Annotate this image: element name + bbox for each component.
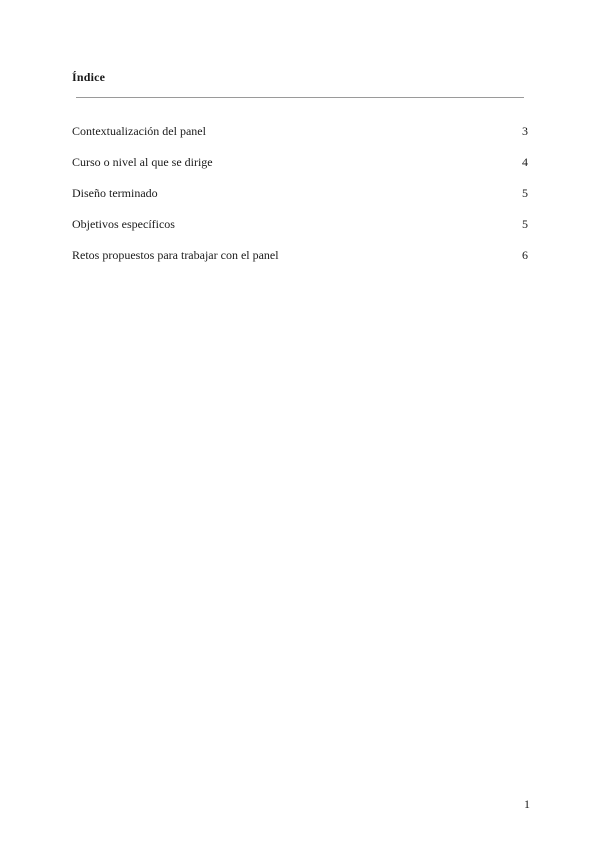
toc-list <box>72 124 528 279</box>
toc-title: Índice <box>72 70 106 84</box>
toc-entry-label[interactable]: Objetivos específicos <box>72 217 175 231</box>
toc-entry[interactable] <box>72 155 528 186</box>
toc-entry-label[interactable]: Curso o nivel al que se dirige <box>72 155 213 169</box>
toc-entry-label[interactable]: Diseño terminado <box>72 186 158 200</box>
toc-entry[interactable] <box>72 248 528 279</box>
toc-entry-page: 4 <box>522 155 528 169</box>
page-number: 1 <box>524 797 530 811</box>
toc-entry-page: 3 <box>522 124 528 138</box>
toc-entry[interactable] <box>72 124 528 155</box>
toc-entry[interactable] <box>72 186 528 217</box>
toc-entry-page: 5 <box>522 217 528 231</box>
toc-entry-label[interactable]: Contextualización del panel <box>72 124 206 138</box>
toc-entry-page: 5 <box>522 186 528 200</box>
toc-entry[interactable] <box>72 217 528 248</box>
toc-entry-page: 6 <box>522 248 528 262</box>
toc-divider <box>76 97 524 98</box>
toc-entry-label[interactable]: Retos propuestos para trabajar con el panel <box>72 248 279 262</box>
